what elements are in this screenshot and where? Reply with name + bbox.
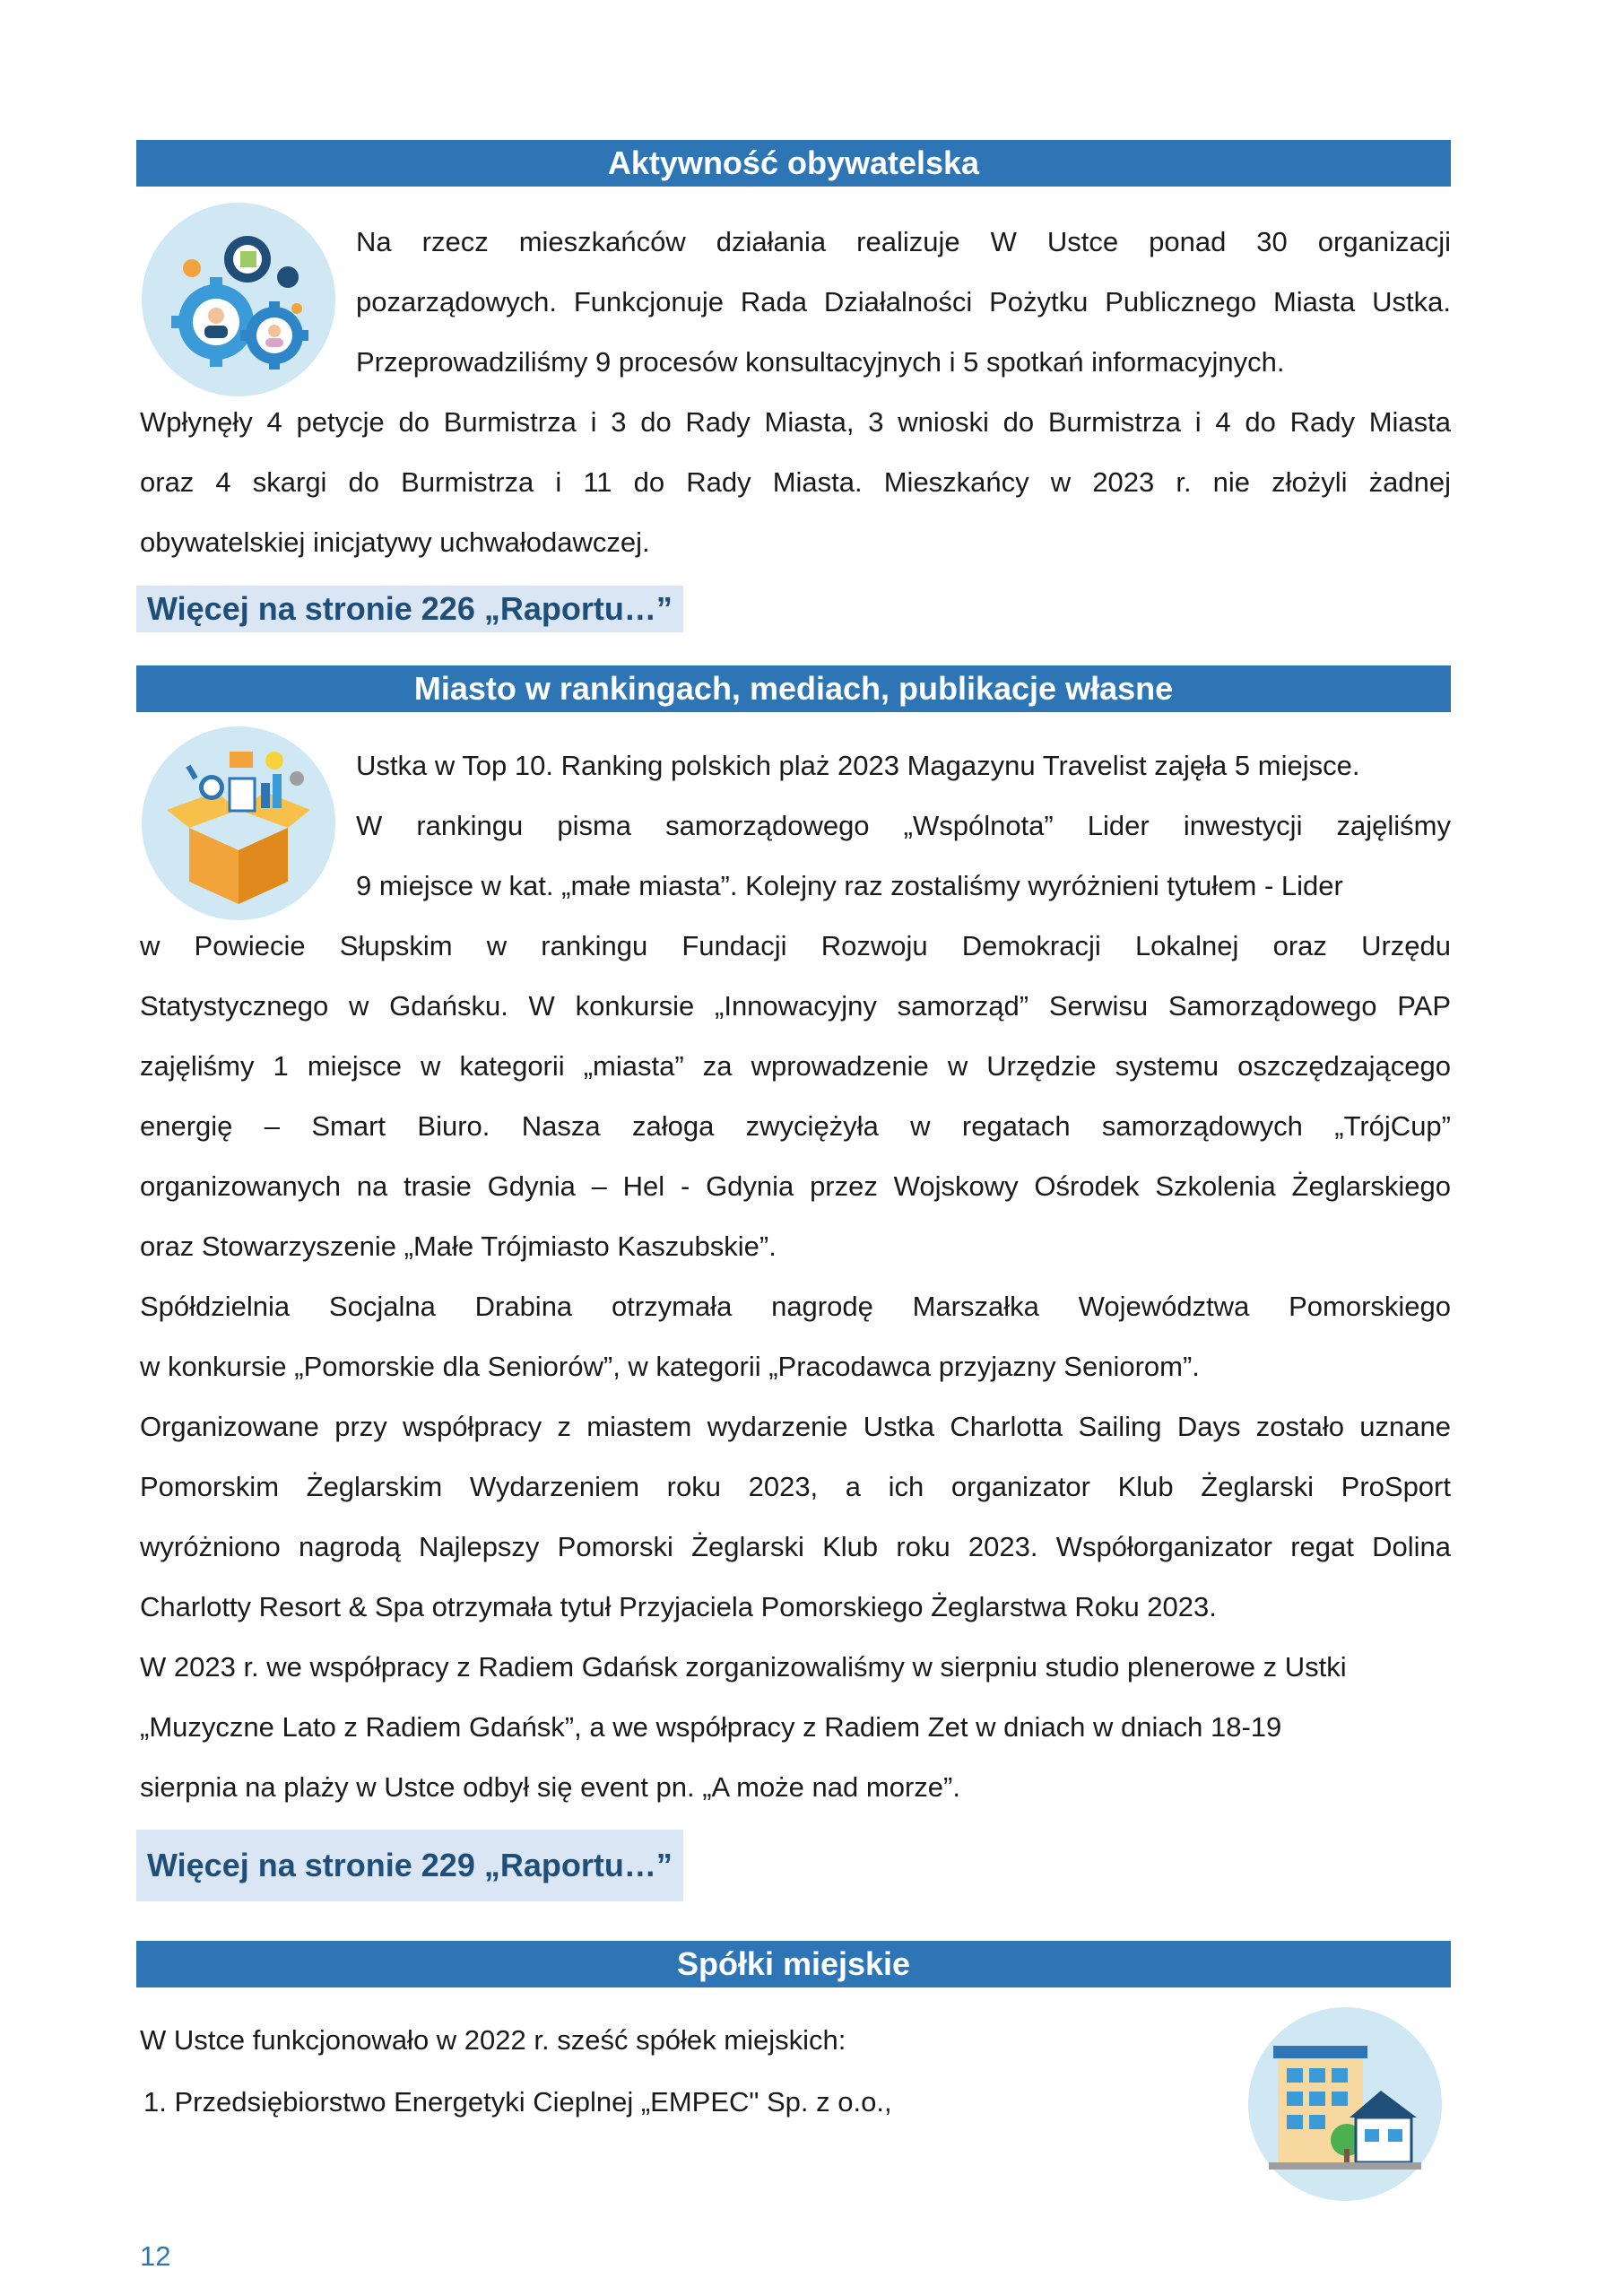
more-link-226[interactable]: Więcej na stronie 226 „Raportu…” <box>136 586 683 632</box>
page-number: 12 <box>140 2240 171 2272</box>
text-line: w konkursie „Pomorskie dla Seniorów”, w kategorii „Pracodawca przyjazny Seniorom”. <box>140 1351 1200 1382</box>
section1-text <box>140 392 1451 572</box>
section1-text-indented <box>356 212 1451 392</box>
text-line: Wpłynęły 4 petycje do Burmistrza i 3 do Rady Miasta, 3 wnioski do Burmistrza i 4 do Rady Miasta <box>140 406 1451 438</box>
text-line: W rankingu pisma samorządowego „Wspólnota” Lider inwestycji zajęliśmy <box>356 810 1451 841</box>
companies-list <box>143 2072 892 2132</box>
text-line: zajęliśmy 1 miejsce w kategorii „miasta” za wprowadzenie w Urzędzie systemu oszczędzającego <box>140 1050 1451 1082</box>
more-link-229[interactable]: Więcej na stronie 229 „Raportu…” <box>136 1830 683 1901</box>
box-ideas-icon <box>140 725 337 922</box>
text-line: Pomorskim Żeglarskim Wydarzeniem roku 2023, a ich organizator Klub Żeglarski ProSport <box>140 1471 1451 1502</box>
text-line: „Muzyczne Lato z Radiem Gdańsk”, a we współpracy z Radiem Zet w dniach w dniach 18-19 <box>140 1711 1282 1743</box>
text-line: W Ustce funkcjonowało w 2022 r. sześć spółek miejskich: <box>140 2024 846 2056</box>
section3-intro <box>140 2010 1216 2070</box>
text-line: organizowanych na trasie Gdynia – Hel - Gdynia przez Wojskowy Ośrodek Szkolenia Żeglarskiego <box>140 1170 1451 1202</box>
section-title-rankingi: Miasto w rankingach, mediach, publikacje własne <box>136 665 1451 712</box>
text-line: energię – Smart Biuro. Nasza załoga zwyciężyła w regatach samorządowych „TrójCup” <box>140 1110 1451 1142</box>
text-line: Spółdzielnia Socjalna Drabina otrzymała nagrodę Marszałka Województwa Pomorskiego <box>140 1291 1451 1322</box>
section2-text <box>140 916 1451 1817</box>
text-line: Przeprowadziliśmy 9 procesów konsultacyjnych i 5 spotkań informacyjnych. <box>356 346 1285 378</box>
text-line: oraz Stowarzyszenie „Małe Trójmiasto Kaszubskie”. <box>140 1231 777 1262</box>
text-line: Organizowane przy współpracy z miastem wydarzenie Ustka Charlotta Sailing Days zostało uznane <box>140 1411 1451 1442</box>
text-line: oraz 4 skargi do Burmistrza i 11 do Rady Miasta. Mieszkańcy w 2023 r. nie złożyli żadnej <box>140 466 1451 498</box>
text-line: Na rzecz mieszkańców działania realizuje W Ustce ponad 30 organizacji <box>356 226 1451 257</box>
text-line: wyróżniono nagrodą Najlepszy Pomorski Żeglarski Klub roku 2023. Współorganizator regat Dolina <box>140 1531 1451 1562</box>
text-line: sierpnia na plaży w Ustce odbył się event pn. „A może nad morze”. <box>140 1771 960 1803</box>
gears-people-icon <box>140 201 337 398</box>
text-line: Charlotty Resort & Spa otrzymała tytuł Przyjaciela Pomorskiego Żeglarstwa Roku 2023. <box>140 1591 1217 1622</box>
section-title-spolki: Spółki miejskie <box>136 1941 1451 1987</box>
text-line: w Powiecie Słupskim w rankingu Fundacji Rozwoju Demokracji Lokalnej oraz Urzędu <box>140 930 1451 961</box>
city-buildings-icon <box>1246 2005 1444 2203</box>
list-item: 1. Przedsiębiorstwo Energetyki Cieplnej „EMPEC" Sp. z o.o., <box>143 2086 892 2118</box>
section2-text-indented <box>356 735 1451 916</box>
text-line: obywatelskiej inicjatywy uchwałodawczej. <box>140 526 650 558</box>
section-title-aktywnosc: Aktywność obywatelska <box>136 140 1451 187</box>
text-line: Statystycznego w Gdańsku. W konkursie „Innowacyjny samorząd” Serwisu Samorządowego PAP <box>140 990 1451 1022</box>
text-line: Ustka w Top 10. Ranking polskich plaż 2023 Magazynu Travelist zajęła 5 miejsce. <box>356 750 1360 781</box>
text-line: W 2023 r. we współpracy z Radiem Gdańsk zorganizowaliśmy w sierpniu studio plenerowe z Ustki <box>140 1651 1347 1683</box>
text-line: pozarządowych. Funkcjonuje Rada Działalności Pożytku Publicznego Miasta Ustka. <box>356 286 1451 317</box>
text-line: 9 miejsce w kat. „małe miasta”. Kolejny raz zostaliśmy wyróżnieni tytułem - Lider <box>356 870 1343 901</box>
